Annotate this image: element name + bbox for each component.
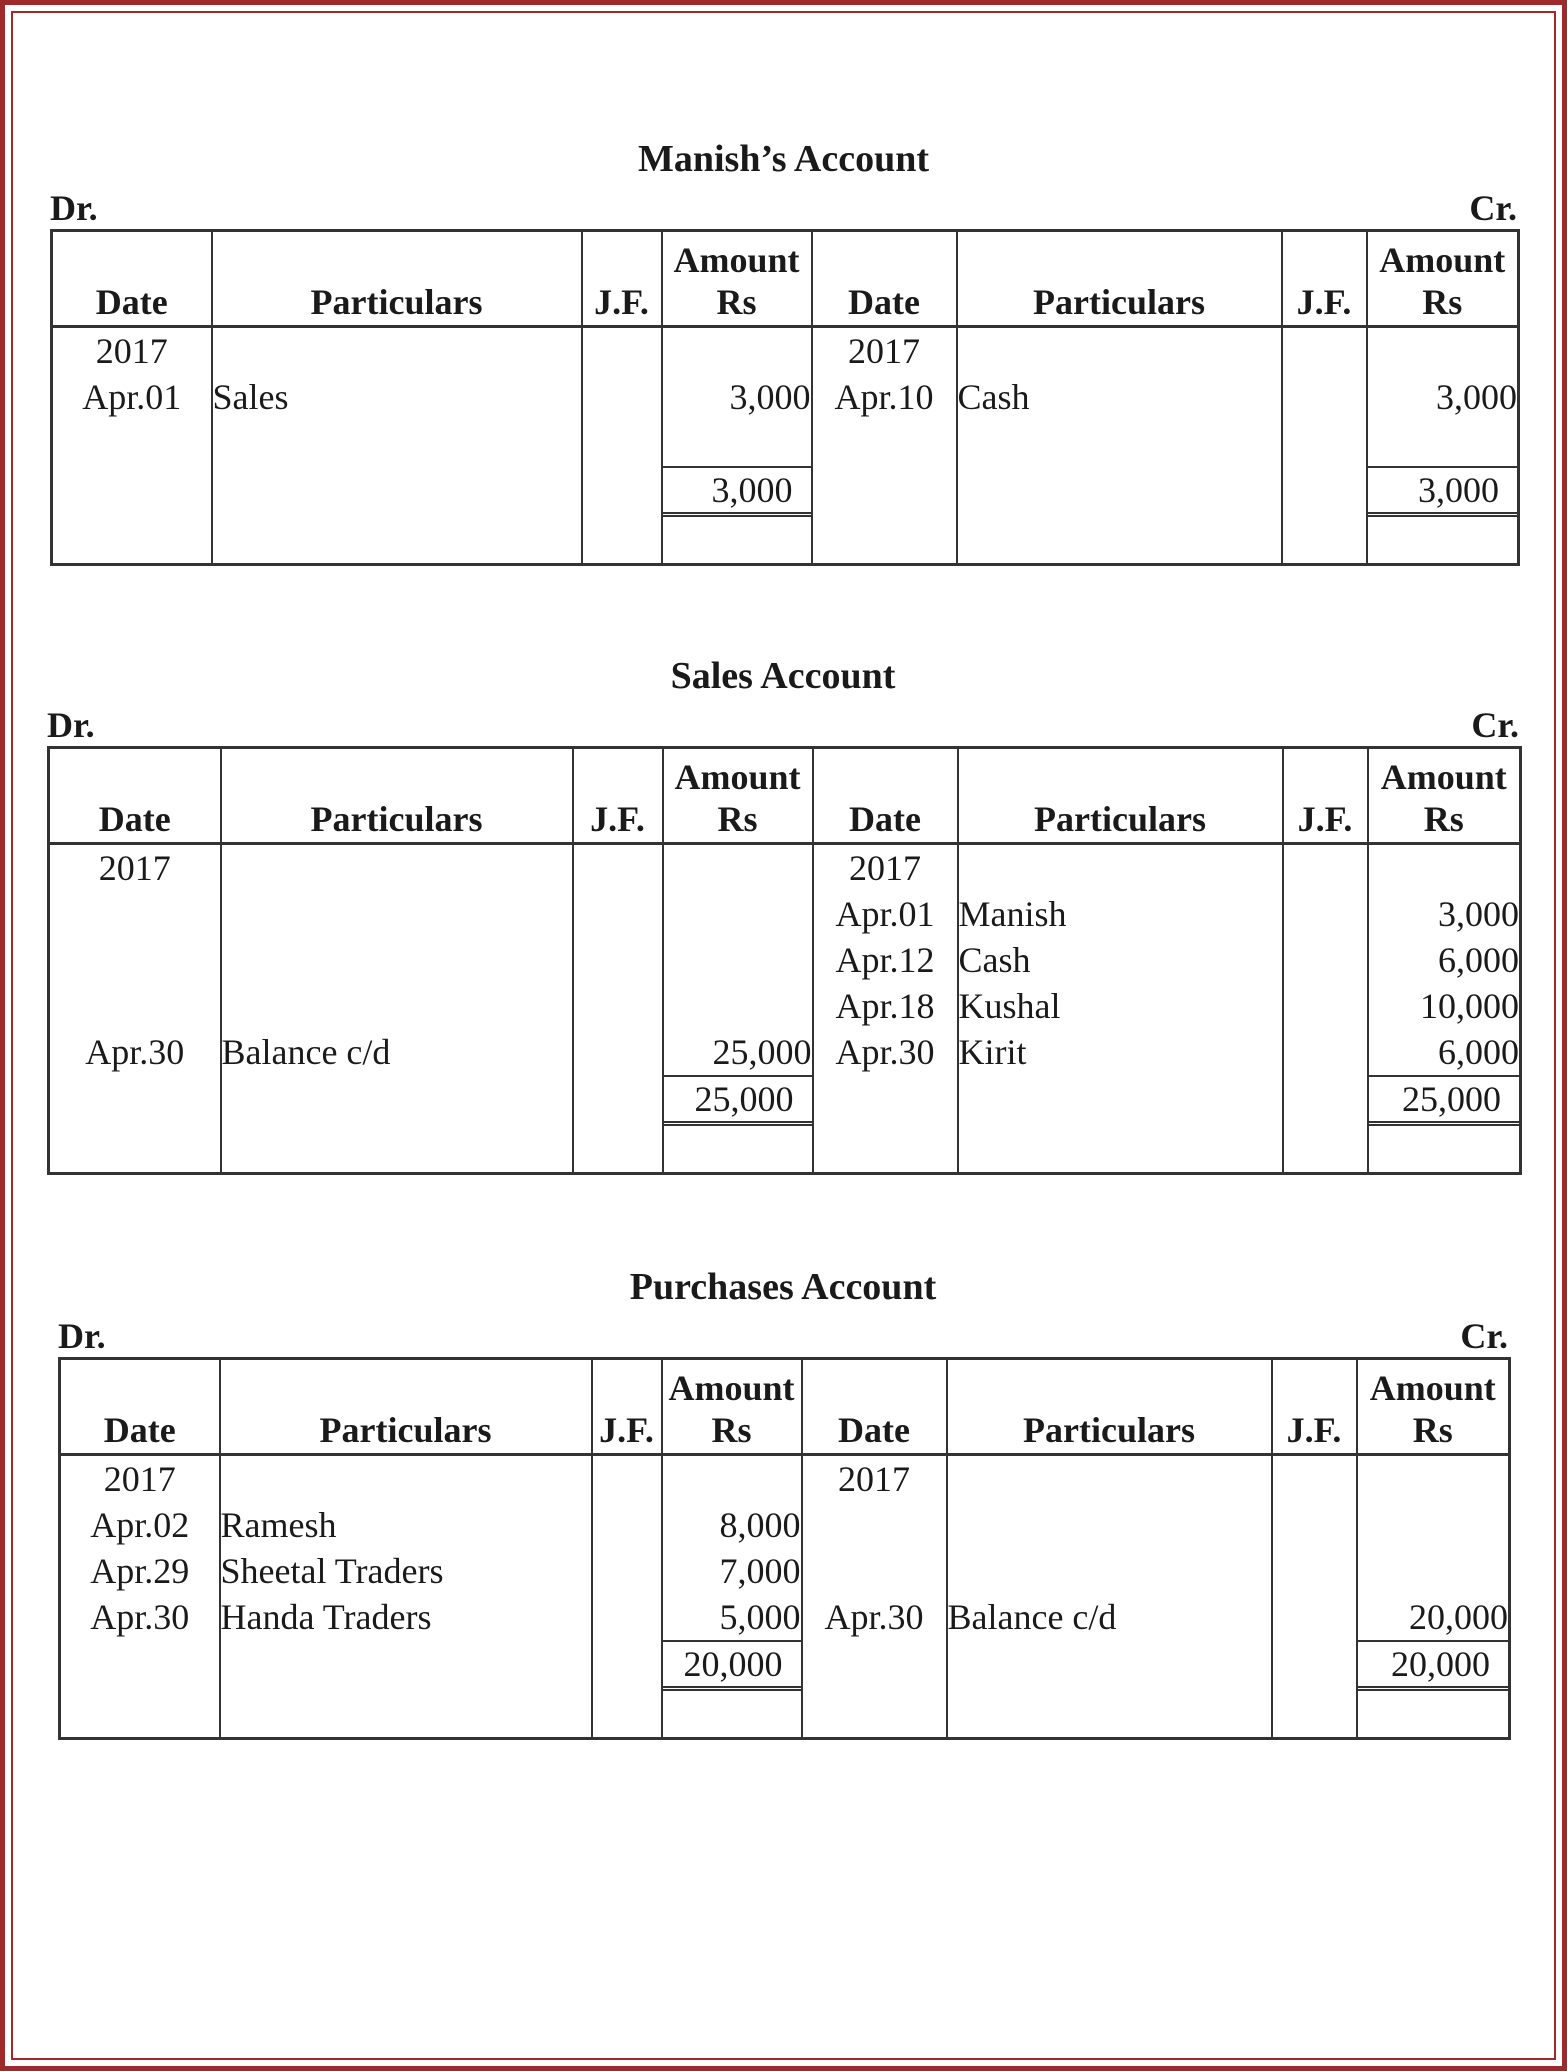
credit-date: 2017 (812, 327, 957, 375)
account-title: Purchases Account (629, 1266, 937, 1308)
debit-particulars (221, 983, 573, 1029)
jf-label: J.F. (1296, 282, 1352, 322)
debit-amount (662, 1455, 802, 1503)
table-row (60, 1594, 1510, 1640)
jf-label: J.F. (594, 282, 649, 322)
table-row (60, 1548, 1510, 1594)
debit-amount: 5,000 (662, 1594, 802, 1640)
empty-cell (812, 517, 957, 565)
debit-date (49, 983, 221, 1029)
empty-cell (813, 1075, 958, 1126)
table-row (49, 937, 1521, 983)
credit-label: Cr. (1471, 705, 1519, 745)
debit-particulars: Sales (212, 374, 582, 420)
debit-particulars: Ramesh (220, 1502, 592, 1548)
debit-date: Apr.30 (49, 1029, 221, 1075)
date-header (49, 748, 221, 844)
amount-header (663, 748, 813, 844)
credit-date: Apr.30 (813, 1029, 958, 1075)
particulars-header (220, 1359, 592, 1455)
amount-label: Amount (673, 240, 800, 280)
empty-cell (957, 420, 1282, 466)
date-header (812, 231, 957, 327)
credit-jf (1272, 1502, 1357, 1548)
date-label: Date (103, 1410, 176, 1450)
debit-date: 2017 (52, 327, 212, 375)
empty-cell (212, 517, 582, 565)
empty-cell (1282, 517, 1367, 565)
date-header (802, 1359, 947, 1455)
empty-cell (52, 517, 212, 565)
empty-cell (1282, 420, 1367, 466)
credit-date: Apr.12 (813, 937, 958, 983)
table-row (60, 1455, 1510, 1503)
debit-label: Dr. (47, 705, 95, 745)
credit-amount (1357, 1455, 1510, 1503)
empty-cell (1283, 1075, 1368, 1126)
credit-jf (1283, 937, 1368, 983)
empty-cell (1283, 1126, 1368, 1174)
credit-label: Cr. (1460, 1316, 1508, 1356)
empty-cell (592, 1691, 662, 1739)
debit-total (662, 466, 812, 517)
empty-cell (60, 1640, 220, 1691)
currency-label: Rs (1422, 282, 1463, 322)
debit-amount: 8,000 (662, 1502, 802, 1548)
empty-cell (221, 1126, 573, 1174)
empty-cell (957, 517, 1282, 565)
debit-particulars: Balance c/d (221, 1029, 573, 1075)
particulars-label: Particulars (1033, 282, 1205, 322)
credit-jf (1283, 1029, 1368, 1075)
debit-total-value: 3,000 (663, 466, 811, 517)
currency-label: Rs (716, 282, 757, 322)
debit-date: Apr.30 (60, 1594, 220, 1640)
particulars-label: Particulars (310, 799, 483, 839)
empty-cell (573, 1126, 663, 1174)
trailing-row (60, 1691, 1510, 1739)
debit-label: Dr. (58, 1316, 106, 1356)
empty-cell (662, 517, 812, 565)
spacer-row (52, 420, 1519, 466)
credit-amount: 20,000 (1357, 1594, 1510, 1640)
particulars-header (221, 748, 573, 844)
debit-jf (592, 1548, 662, 1594)
empty-cell (582, 420, 662, 466)
credit-jf (1283, 983, 1368, 1029)
amount-header (1367, 231, 1519, 327)
debit-total (663, 1075, 813, 1126)
debit-amount (663, 983, 813, 1029)
trailing-row (52, 517, 1519, 565)
amount-label: Amount (1380, 757, 1507, 797)
credit-particulars: Balance c/d (947, 1594, 1272, 1640)
date-header (60, 1359, 220, 1455)
account-title: Manish’s Account (637, 138, 929, 180)
ledger-table (58, 1357, 1511, 1740)
debit-particulars (221, 844, 573, 892)
empty-cell (947, 1691, 1272, 1739)
particulars-label: Particulars (310, 282, 483, 322)
particulars-label: Particulars (1023, 1410, 1195, 1450)
amount-label: Amount (674, 757, 801, 797)
amount-header (662, 1359, 802, 1455)
empty-cell (957, 466, 1282, 517)
debit-date: 2017 (60, 1455, 220, 1503)
debit-particulars: Handa Traders (220, 1594, 592, 1640)
amount-header (1357, 1359, 1510, 1455)
empty-cell (1367, 420, 1519, 466)
empty-cell (220, 1691, 592, 1739)
credit-amount: 10,000 (1368, 983, 1521, 1029)
debit-amount (662, 327, 812, 375)
credit-particulars (947, 1502, 1272, 1548)
credit-jf (1283, 844, 1368, 892)
credit-particulars (947, 1455, 1272, 1503)
table-row (49, 891, 1521, 937)
credit-jf (1272, 1594, 1357, 1640)
jf-header (1272, 1359, 1357, 1455)
empty-cell (49, 1126, 221, 1174)
debit-jf (573, 937, 663, 983)
empty-cell (958, 1126, 1283, 1174)
debit-jf (573, 1029, 663, 1075)
jf-label: J.F. (590, 799, 645, 839)
credit-date (802, 1548, 947, 1594)
amount-header (662, 231, 812, 327)
debit-jf (592, 1502, 662, 1548)
trailing-row (49, 1126, 1521, 1174)
empty-cell (582, 466, 662, 517)
currency-label: Rs (1423, 799, 1464, 839)
credit-amount (1368, 844, 1521, 892)
jf-header (582, 231, 662, 327)
debit-particulars (212, 327, 582, 375)
debit-amount (663, 844, 813, 892)
jf-header (592, 1359, 662, 1455)
empty-cell (220, 1640, 592, 1691)
debit-amount (663, 891, 813, 937)
date-label: Date (849, 799, 921, 839)
debit-jf (573, 844, 663, 892)
empty-cell (49, 1075, 221, 1126)
empty-cell (573, 1075, 663, 1126)
credit-date: Apr.30 (802, 1594, 947, 1640)
debit-date (49, 891, 221, 937)
debit-particulars (221, 891, 573, 937)
credit-particulars (958, 844, 1283, 892)
jf-header (573, 748, 663, 844)
credit-particulars: Kushal (958, 983, 1283, 1029)
debit-date: Apr.02 (60, 1502, 220, 1548)
account-title: Sales Account (670, 655, 896, 697)
credit-particulars: Cash (958, 937, 1283, 983)
credit-total-value: 25,000 (1369, 1075, 1520, 1126)
debit-total (662, 1640, 802, 1691)
debit-total-value: 25,000 (664, 1075, 812, 1126)
empty-cell (221, 1075, 573, 1126)
empty-cell (52, 420, 212, 466)
credit-jf (1283, 891, 1368, 937)
credit-total-value: 20,000 (1358, 1640, 1509, 1691)
debit-jf (592, 1455, 662, 1503)
debit-amount: 7,000 (662, 1548, 802, 1594)
empty-cell (663, 1126, 813, 1174)
totals-row (49, 1075, 1521, 1126)
debit-total-value: 20,000 (663, 1640, 801, 1691)
date-label: Date (848, 282, 920, 322)
empty-cell (662, 420, 812, 466)
empty-cell (1282, 466, 1367, 517)
credit-date: 2017 (802, 1455, 947, 1503)
empty-cell (802, 1640, 947, 1691)
credit-particulars (947, 1548, 1272, 1594)
credit-particulars (957, 327, 1282, 375)
credit-jf (1272, 1455, 1357, 1503)
credit-amount: 6,000 (1368, 937, 1521, 983)
credit-amount: 3,000 (1367, 374, 1519, 420)
empty-cell (1368, 1126, 1521, 1174)
jf-header (1283, 748, 1368, 844)
particulars-label: Particulars (1034, 799, 1206, 839)
debit-particulars (220, 1455, 592, 1503)
empty-cell (60, 1691, 220, 1739)
empty-cell (592, 1640, 662, 1691)
totals-row (60, 1640, 1510, 1691)
particulars-label: Particulars (319, 1410, 492, 1450)
credit-particulars: Manish (958, 891, 1283, 937)
credit-jf (1282, 327, 1367, 375)
debit-date: Apr.29 (60, 1548, 220, 1594)
particulars-header (947, 1359, 1272, 1455)
table-row (60, 1502, 1510, 1548)
debit-date: 2017 (49, 844, 221, 892)
currency-label: Rs (1412, 1410, 1453, 1450)
credit-date (802, 1502, 947, 1548)
date-header (52, 231, 212, 327)
empty-cell (802, 1691, 947, 1739)
ledger-table (50, 229, 1520, 566)
date-header (813, 748, 958, 844)
empty-cell (812, 466, 957, 517)
currency-label: Rs (717, 799, 758, 839)
amount-label: Amount (668, 1368, 795, 1408)
empty-cell (812, 420, 957, 466)
credit-total (1368, 1075, 1521, 1126)
credit-label: Cr. (1469, 188, 1517, 228)
debit-jf (573, 891, 663, 937)
empty-cell (1357, 1691, 1510, 1739)
debit-amount: 25,000 (663, 1029, 813, 1075)
currency-label: Rs (711, 1410, 752, 1450)
particulars-header (958, 748, 1283, 844)
credit-particulars: Cash (957, 374, 1282, 420)
debit-amount: 3,000 (662, 374, 812, 420)
date-label: Date (838, 1410, 910, 1450)
empty-cell (582, 517, 662, 565)
debit-jf (582, 374, 662, 420)
credit-total (1367, 466, 1519, 517)
debit-date (49, 937, 221, 983)
date-label: Date (95, 282, 168, 322)
table-row (49, 844, 1521, 892)
credit-total-value: 3,000 (1368, 466, 1518, 517)
empty-cell (1272, 1640, 1357, 1691)
empty-cell (1367, 517, 1519, 565)
credit-amount (1367, 327, 1519, 375)
empty-cell (662, 1691, 802, 1739)
empty-cell (212, 466, 582, 517)
ledger-table (47, 746, 1522, 1175)
credit-amount (1357, 1502, 1510, 1548)
credit-date: 2017 (813, 844, 958, 892)
empty-cell (1272, 1691, 1357, 1739)
jf-label: J.F. (1297, 799, 1353, 839)
credit-total (1357, 1640, 1510, 1691)
credit-amount (1357, 1548, 1510, 1594)
credit-date: Apr.18 (813, 983, 958, 1029)
empty-cell (813, 1126, 958, 1174)
table-row (49, 1029, 1521, 1075)
amount-label: Amount (1379, 240, 1506, 280)
debit-particulars: Sheetal Traders (220, 1548, 592, 1594)
jf-label: J.F. (599, 1410, 654, 1450)
empty-cell (52, 466, 212, 517)
credit-date: Apr.10 (812, 374, 957, 420)
debit-jf (573, 983, 663, 1029)
credit-amount: 6,000 (1368, 1029, 1521, 1075)
jf-label: J.F. (1286, 1410, 1342, 1450)
debit-particulars (221, 937, 573, 983)
debit-date: Apr.01 (52, 374, 212, 420)
debit-jf (582, 327, 662, 375)
credit-particulars: Kirit (958, 1029, 1283, 1075)
credit-date: Apr.01 (813, 891, 958, 937)
credit-amount: 3,000 (1368, 891, 1521, 937)
table-row (49, 983, 1521, 1029)
empty-cell (212, 420, 582, 466)
credit-jf (1272, 1548, 1357, 1594)
table-row (52, 374, 1519, 420)
totals-row (52, 466, 1519, 517)
jf-header (1282, 231, 1367, 327)
empty-cell (958, 1075, 1283, 1126)
particulars-header (957, 231, 1282, 327)
date-label: Date (98, 799, 171, 839)
debit-label: Dr. (50, 188, 98, 228)
particulars-header (212, 231, 582, 327)
table-row (52, 327, 1519, 375)
amount-label: Amount (1369, 1368, 1496, 1408)
amount-header (1368, 748, 1521, 844)
debit-amount (663, 937, 813, 983)
empty-cell (947, 1640, 1272, 1691)
credit-jf (1282, 374, 1367, 420)
debit-jf (592, 1594, 662, 1640)
